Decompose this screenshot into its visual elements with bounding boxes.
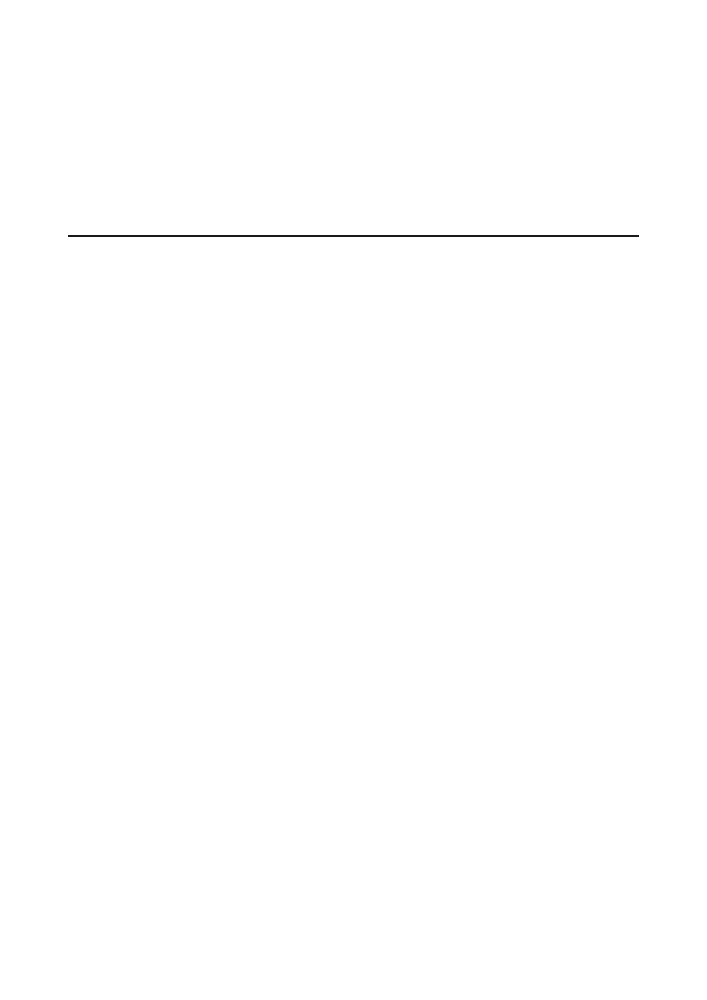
header-divider — [68, 235, 639, 237]
